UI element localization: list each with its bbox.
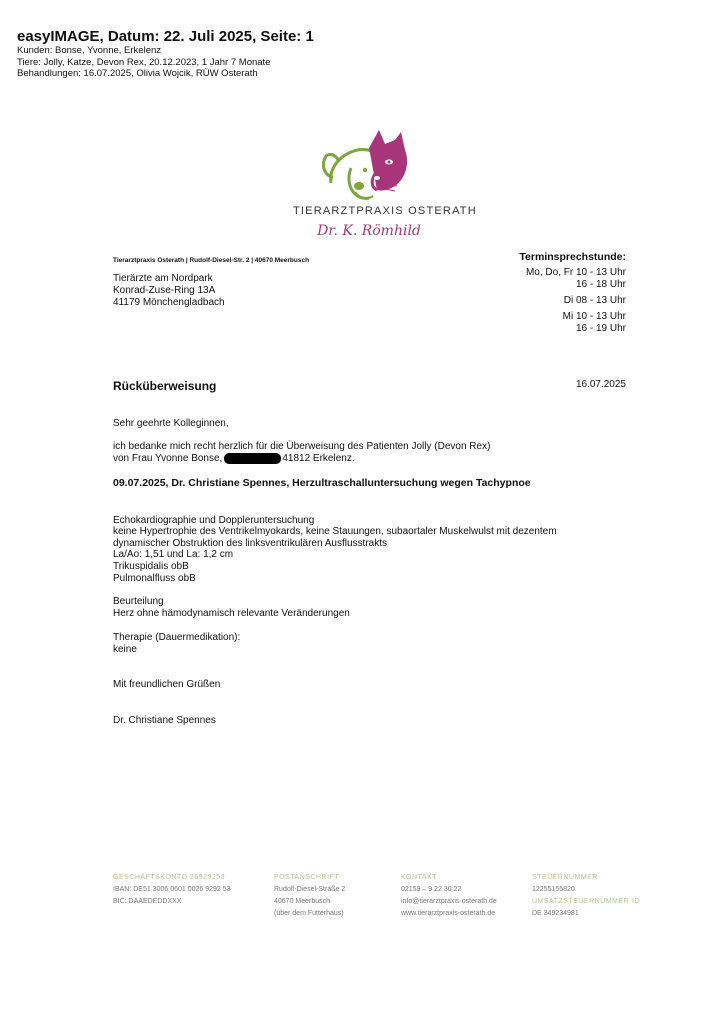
footer-heading: UMSATZSTEUERNUMMER-ID xyxy=(532,898,640,905)
exam-line: Pulmonalfluss obB xyxy=(113,573,196,584)
header-kunden: Kunden: Bonse, Yvonne, Erkelenz xyxy=(17,45,162,56)
footer-text: (über dem Futterhaus) xyxy=(274,910,344,917)
recipient-line: Konrad-Zuse-Ring 13A xyxy=(113,285,216,296)
footer-email-link[interactable]: info@tierarztpraxis-osterath.de xyxy=(401,898,497,905)
footer-heading: STEUERNUMMER xyxy=(532,874,598,881)
assessment-title: Beurteilung xyxy=(113,596,164,607)
intro-text: von Frau Yvonne Bonse, xyxy=(113,453,223,465)
recipient-line: 41179 Mönchengladbach xyxy=(113,297,225,308)
recipient-line: Tierärzte am Nordpark xyxy=(113,273,213,284)
footer-text: Rudolf-Diesel-Straße 2 xyxy=(274,886,346,893)
footer-text: IBAN: DE51 3006 0601 0026 9292 53 xyxy=(113,886,231,893)
footer-heading: GESCHÄFTSKONTO 26929253 xyxy=(113,874,226,881)
footer-tax xyxy=(532,874,640,917)
footer-text: DE 349234981 xyxy=(532,910,579,917)
hours-line: 16 - 19 Uhr xyxy=(575,323,626,334)
footer-bank xyxy=(113,874,231,905)
therapy-title: Therapie (Dauermedikation): xyxy=(113,632,241,643)
intro-line: ich bedanke mich recht herzlich für die Überweisung des Patienten Jolly (Devon Rex) xyxy=(113,441,491,452)
redaction-mark xyxy=(224,453,281,464)
footer-contact xyxy=(401,874,497,917)
exam-title: 09.07.2025, Dr. Christiane Spennes, Herzultraschalluntersuchung wegen Tachypnoe xyxy=(113,477,531,489)
footer-heading: POSTANSCHRIFT xyxy=(274,874,340,881)
therapy-text: keine xyxy=(113,644,137,655)
exam-line: dynamischer Obstruktion des linksventrikulären Ausflusstrakts xyxy=(113,538,388,549)
letter-date: 16.07.2025 xyxy=(575,379,626,390)
salutation: Sehr geehrte Kolleginnen, xyxy=(113,418,229,429)
hours-line: Mi 10 - 13 Uhr xyxy=(562,311,626,322)
footer-text: 02159 – 9 22 30 22 xyxy=(401,886,462,893)
letter-subject: Rücküberweisung xyxy=(113,379,217,393)
exam-line: keine Hypertrophie des Ventrikelmyokards, keine Stauungen, subaortaler Muskelwulst mit dezentem xyxy=(113,526,557,537)
footer-text: BIC: DAAEDEDDXXX xyxy=(113,898,182,905)
footer-address xyxy=(274,874,345,917)
exam-line: Echokardiographie und Doppleruntersuchung xyxy=(113,515,315,526)
footer-text: 12255155820 xyxy=(532,886,575,893)
intro-line xyxy=(113,453,355,464)
assessment-text: Herz ohne hämodynamisch relevante Veränderungen xyxy=(113,608,350,619)
header-behandlungen: Behandlungen: 16.07.2025, Olivia Wojcik, RÜW Osterath xyxy=(17,68,258,79)
practice-signature: Dr. K. Römhild xyxy=(317,223,421,239)
exam-line: Trikuspidalis obB xyxy=(113,561,189,572)
footer-website-link[interactable]: www.tierarztpraxis-osterath.de xyxy=(401,910,496,917)
hours-line: Mo, Do, Fr 10 - 13 Uhr xyxy=(525,267,626,278)
sender-line: Tierarztpraxis Osterath | Rudolf-Diesel-Str. 2 | 40670 Meerbusch xyxy=(113,257,310,264)
header-tiere: Tiere: Jolly, Katze, Devon Rex, 20.12.2023, 1 Jahr 7 Monate xyxy=(17,57,271,68)
document-title: easyIMAGE, Datum: 22. Juli 2025, Seite: 1 xyxy=(17,28,314,45)
hours-line: 16 - 18 Uhr xyxy=(575,279,626,290)
signature-name: Dr. Christiane Spennes xyxy=(113,715,216,726)
closing: Mit freundlichen Grüßen xyxy=(113,679,221,690)
exam-line: La/Ao: 1,51 und La: 1,2 cm xyxy=(113,549,234,560)
hours-line: Di 08 - 13 Uhr xyxy=(563,295,626,306)
hours-title: Terminsprechstunde: xyxy=(519,251,626,263)
footer-heading: KONTAKT xyxy=(401,874,438,881)
footer-text: 40670 Meerbusch xyxy=(274,898,331,905)
practice-name: TIERARZTPRAXIS OSTERATH xyxy=(293,205,477,217)
intro-text: 41812 Erkelenz. xyxy=(282,453,355,465)
